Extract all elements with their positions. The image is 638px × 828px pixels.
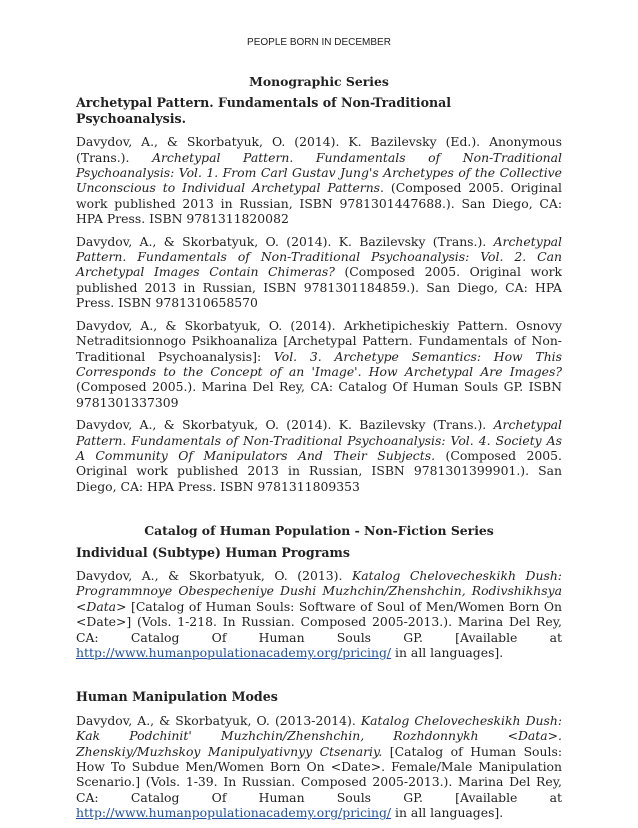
reference-entry [76, 134, 562, 226]
catalog-series-title: Catalog of Human Population - Non-Fiction Series [144, 523, 494, 539]
entry-title: Archetypal Pattern. Fundamentals of Non-Traditional Psychoanalysis: Vol. 1. From Carl Gustav Jung's Archetypes of the Collective Unconscious to Individual Archetypal Patterns [76, 149, 563, 196]
entry-details: (Composed 2005. Original work published 2013 in Russian, ISBN 9781301399901.). San Diego, CA: HPA Press. ISBN 9781311809353 [76, 447, 563, 494]
entry-title: Katalog Chelovecheskikh Dush: Programmnoye Obespecheniye Dushi Muzhchin/Zhenshchin, Rodivshikhsya <Data> [76, 567, 562, 614]
entry-authors: Davydov, A., & Skorbatyuk, O. (2014). K. Bazilevsky (Ed.). Anonymous (Trans.). [76, 134, 562, 165]
entry-details: [Catalog of Human Souls: Software of Soul of Men/Women Born On <Date>] (Vols. 1-218. In Russian. Composed 2005-2013.). Marina Del Rey, CA: Catalog Of Human Souls GP. [Available at [76, 598, 562, 645]
entry-title: Archetypal Pattern. Fundamentals of Non-Traditional Psychoanalysis: Vol. 4. Society As A Community Of Manipulators And Their Subjects. [76, 417, 562, 463]
human-programs-subtitle: Individual (Subtype) Human Programs [76, 544, 350, 560]
reference-entry [76, 318, 562, 410]
entry-authors: Davydov, A., & Skorbatyuk, O. (2013-2014). [76, 712, 361, 728]
reference-entry [76, 234, 562, 311]
monographic-series-title: Monographic Series [249, 74, 389, 89]
document-body [76, 74, 562, 828]
reference-entry [76, 568, 562, 660]
entry-authors: Davydov, A., & Skorbatyuk, O. (2014). K. Bazilevsky (Trans.). [76, 233, 494, 249]
reference-entry [76, 713, 562, 821]
entry-authors: Davydov, A., & Skorbatyuk, O. (2014). Arkhetipicheskiy Pattern. Osnovy Netraditsionnogo Psikhoanaliza [Archetypal Pattern. Fundamentals of Non-Traditional Psychoanalysis]: [76, 317, 562, 364]
entry-details: (Composed 2005. Original work published 2013 in Russian, ISBN 9781301184859.). San Diego, CA: HPA Press. ISBN 9781310658570 [76, 264, 562, 311]
page-header: PEOPLE BORN IN DECEMBER [247, 37, 391, 48]
reference-entry [76, 417, 562, 494]
manipulation-modes-subtitle: Human Manipulation Modes [76, 689, 278, 705]
entry-details: (Composed 2005.). Marina Del Rey, CA: Catalog Of Human Souls GP. ISBN 9781301337309 [76, 379, 562, 410]
pricing-link[interactable]: http://www.humanpopulationacademy.org/pricing/ [76, 805, 392, 821]
section-spacer [76, 501, 562, 523]
entry-authors: Davydov, A., & Skorbatyuk, O. (2014). K. Bazilevsky (Trans.). [76, 417, 494, 433]
entry-details: [Catalog of Human Souls: How To Subdue Men/Women Born On <Date>. Female/Male Manipulation Scenario.] (Vols. 1-39. In Russian. Composed 2005-2013.). Marina Del Rey, CA: Catalog Of Human Souls GP. [Available at [76, 743, 562, 805]
entry-suffix: in all languages]. [391, 645, 504, 660]
entry-suffix: in all languages]. [391, 805, 504, 821]
entry-title: Vol. 3. Archetype Semantics: How This Corresponds to the Concept of an 'Image'. How Archetypal Are Images? [76, 348, 562, 379]
pricing-link[interactable]: http://www.humanpopulationacademy.org/pricing/ [76, 645, 392, 660]
entry-authors: Davydov, A., & Skorbatyuk, O. (2013). [76, 567, 352, 583]
section-spacer [76, 667, 562, 689]
entry-title: Archetypal Pattern. Fundamentals of Non-Traditional Psychoanalysis: Vol. 2. Can Archetypal Images Contain Chimeras? [76, 233, 562, 280]
archetypal-pattern-subtitle: Archetypal Pattern. Fundamentals of Non-Traditional Psychoanalysis. [76, 95, 452, 126]
entry-title: Katalog Chelovecheskikh Dush: Kak Podchinit' Muzhchin/Zhenshchin, Rozhdonnykh <Data>. Zhenskiy/Muzhskoy Manipulyativnyy Ctsenariy. [76, 712, 562, 759]
entry-details: . (Composed 2005. Original work published 2013 in Russian, ISBN 9781301447688.). San Diego, CA: HPA Press. ISBN 9781311820082 [76, 180, 562, 227]
